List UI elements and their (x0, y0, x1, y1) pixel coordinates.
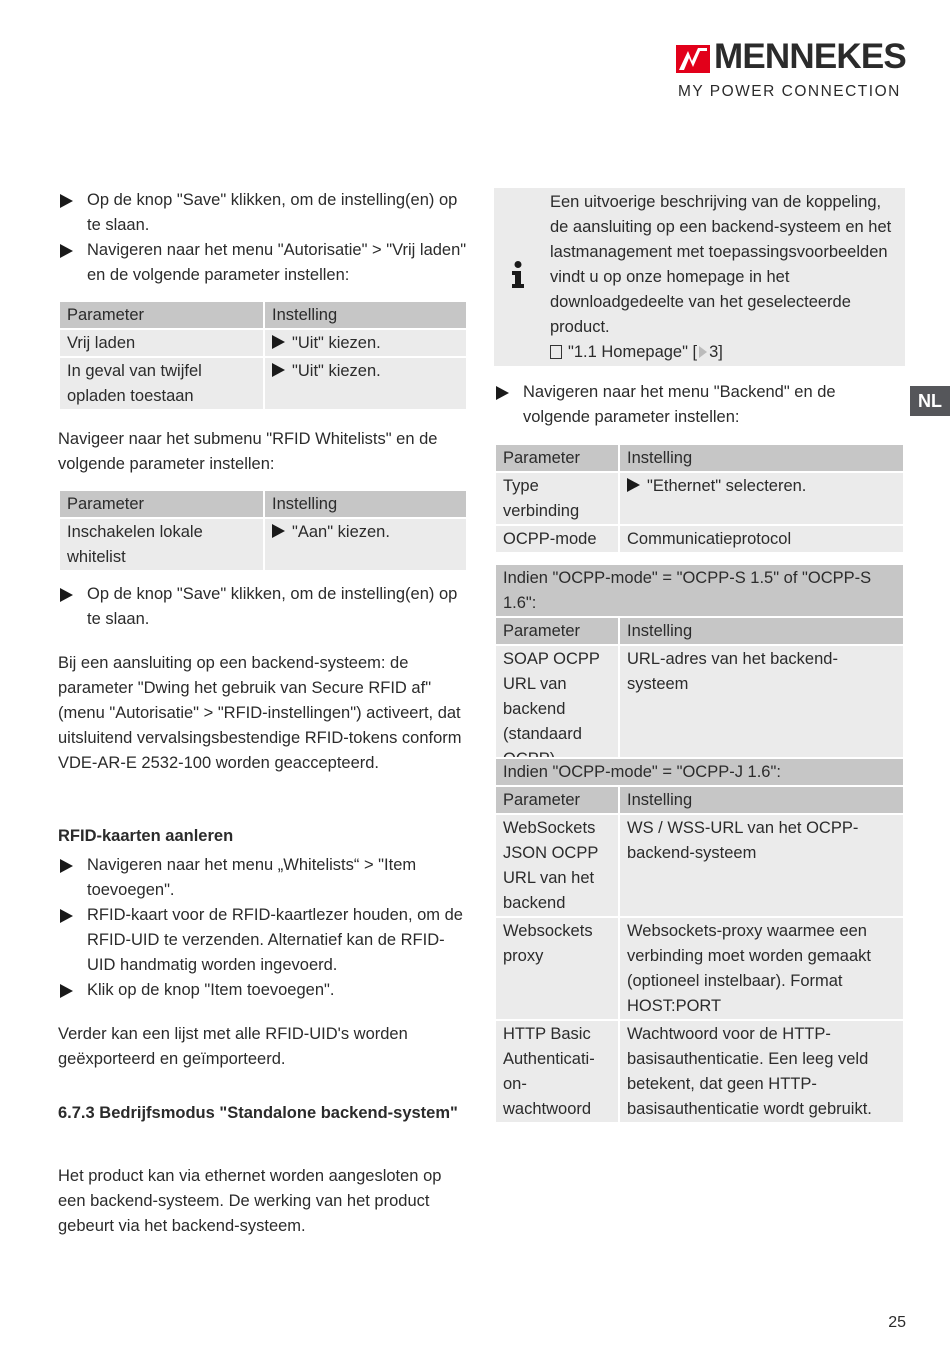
step-text: Navigeren naar het menu "Autorisatie" > "Vrij laden" en de volgende parameter instellen: (87, 241, 467, 284)
language-tab: NL (910, 386, 950, 416)
page-link-arrow-icon (699, 346, 707, 358)
table-header-row (59, 301, 467, 329)
page-number: 25 (888, 1314, 906, 1331)
table-cell: HTTP Basic Authenticati-on-wachtwoord (495, 1020, 619, 1123)
step-item (58, 978, 468, 1003)
table-cell: Inschakelen lokale whitelist (59, 518, 264, 571)
table-row (495, 472, 904, 525)
step-text: Navigeren naar het menu „Whitelists“ > "Item toevoegen". (87, 856, 417, 899)
table-row (495, 917, 904, 1020)
table-row (59, 357, 467, 410)
step-arrow-icon (60, 909, 73, 923)
table-header-cell: Parameter (495, 786, 619, 814)
step-text: Klik op de knop "Item toevoegen". (87, 981, 335, 999)
table-cell: Websockets-proxy waarmee een verbinding moet worden gemaakt (optioneel instelbaar). Format HOST:PORT (619, 917, 904, 1020)
table-row (495, 525, 904, 553)
step-arrow-icon (272, 363, 285, 377)
reference-page: 3] (709, 343, 723, 361)
table-header-row (59, 490, 467, 518)
table-row (495, 814, 904, 917)
table-header-row (495, 617, 904, 645)
parameter-table (58, 489, 468, 572)
cell-text: "Aan" kiezen. (292, 523, 390, 541)
table-cell: URL-adres van het backend-systeem (619, 645, 904, 773)
step-arrow-icon (272, 335, 285, 349)
step-arrow-icon (60, 194, 73, 208)
table-cell: In geval van twijfel opladen toestaan (59, 357, 264, 410)
info-note (494, 188, 905, 366)
mennekes-logo-mark-icon (676, 45, 710, 73)
step-item (58, 853, 468, 903)
table-caption: Indien "OCPP-mode" = "OCPP-S 1.5" of "OCPP-S 1.6": (495, 564, 904, 617)
table-caption: Indien "OCPP-mode" = "OCPP-J 1.6": (495, 758, 904, 786)
table-caption-row (495, 564, 904, 617)
table-header-cell: Instelling (619, 444, 904, 472)
table-row (59, 329, 467, 357)
step-item (494, 380, 905, 430)
info-icon (508, 260, 528, 290)
parameter-table (494, 443, 905, 554)
table-header-cell: Instelling (264, 490, 467, 518)
table-row (59, 518, 467, 571)
table-cell: Vrij laden (59, 329, 264, 357)
table-header-cell: Parameter (495, 617, 619, 645)
brand-name: MENNEKES (714, 37, 906, 76)
table-row (495, 1020, 904, 1123)
cell-text: "Uit" kiezen. (292, 334, 381, 352)
table-header-cell: Parameter (495, 444, 619, 472)
step-arrow-icon (60, 588, 73, 602)
table-cell: Websockets proxy (495, 917, 619, 1020)
step-arrow-icon (627, 478, 640, 492)
table-cell: OCPP-mode (495, 525, 619, 553)
note-text: Een uitvoerige beschrijving van de koppeling, de aansluiting op een backend-systeem en het lastmanagement met toepassingsvoorbeelden vindt u op onze homepage in het downloadgedeelte van het geselecteerde product. (550, 193, 892, 336)
step-arrow-icon (60, 244, 73, 258)
table-cell: WS / WSS-URL van het OCPP-backend-systeem (619, 814, 904, 917)
table-row (495, 645, 904, 773)
parameter-table (494, 757, 905, 1124)
table-cell: Wachtwoord voor de HTTP-basisauthenticatie. Een leeg veld betekent, dat geen HTTP-basisauthenticatie wordt gebruikt. (619, 1020, 904, 1123)
table-header-row (495, 444, 904, 472)
table-cell (619, 472, 904, 525)
parameter-table (494, 563, 905, 774)
step-item (58, 188, 468, 238)
step-text: Navigeren naar het menu "Backend" en de volgende parameter instellen: (523, 383, 836, 426)
step-text: RFID-kaart voor de RFID-kaartlezer houden, om de RFID-UID te verzenden. Alternatief kan de RFID-UID handmatig worden ingevoerd. (87, 906, 463, 974)
table-cell: Type verbinding (495, 472, 619, 525)
cell-text: "Uit" kiezen. (292, 362, 381, 380)
table-cell (264, 357, 467, 410)
table-header-cell: Instelling (264, 301, 467, 329)
section-heading: RFID-kaarten aanleren (58, 827, 234, 845)
document-reference-icon (550, 345, 562, 359)
step-item (58, 903, 468, 978)
brand-tagline: MY POWER CONNECTION (678, 83, 901, 100)
table-header-cell: Instelling (619, 786, 904, 814)
step-list (58, 188, 468, 288)
step-arrow-icon (496, 386, 509, 400)
table-header-cell: Parameter (59, 301, 264, 329)
paragraph: Bij een aansluiting op een backend-systeem: de parameter "Dwing het gebruik van Secure RFID af" (menu "Autorisatie" > "RFID-instellingen") activeert, dat uitsluitend vervalsingsbestendige RFID-tokens conform VDE-AR-E 2532-100 worden geaccepteerd. (58, 654, 462, 772)
table-header-cell: Instelling (619, 617, 904, 645)
table-cell: WebSockets JSON OCPP URL van het backend (495, 814, 619, 917)
step-item (58, 582, 468, 632)
note-reference (550, 340, 900, 365)
note-text-block (550, 190, 900, 365)
paragraph: Verder kan een lijst met alle RFID-UID's worden geëxporteerd en geïmporteerd. (58, 1025, 408, 1068)
table-cell (264, 518, 467, 571)
step-arrow-icon (60, 859, 73, 873)
step-list (494, 380, 905, 430)
table-cell: Communicatieprotocol (619, 525, 904, 553)
table-cell (264, 329, 467, 357)
table-header-row (495, 786, 904, 814)
step-text: Op de knop "Save" klikken, om de instelling(en) op te slaan. (87, 191, 458, 234)
table-caption-row (495, 758, 904, 786)
paragraph: Het product kan via ethernet worden aangesloten op een backend-systeem. De werking van het product gebeurt via het backend-systeem. (58, 1167, 442, 1235)
mennekes-logo (676, 37, 908, 104)
table-cell: SOAP OCPP URL van backend (standaard (495, 645, 619, 773)
step-arrow-icon (272, 524, 285, 538)
section-heading: 6.7.3 Bedrijfsmodus "Standalone backend-system" (58, 1104, 458, 1122)
paragraph: Navigeer naar het submenu "RFID Whitelists" en de volgende parameter instellen: (58, 430, 438, 473)
step-list (58, 853, 468, 1003)
step-arrow-icon (60, 984, 73, 998)
step-list (58, 582, 468, 632)
table-header-cell: Parameter (59, 490, 264, 518)
step-item (58, 238, 468, 288)
parameter-table (58, 300, 468, 411)
reference-text: "1.1 Homepage" [ (568, 343, 698, 361)
step-text: Op de knop "Save" klikken, om de instelling(en) op te slaan. (87, 585, 458, 628)
cell-text: "Ethernet" selecteren. (647, 477, 807, 495)
